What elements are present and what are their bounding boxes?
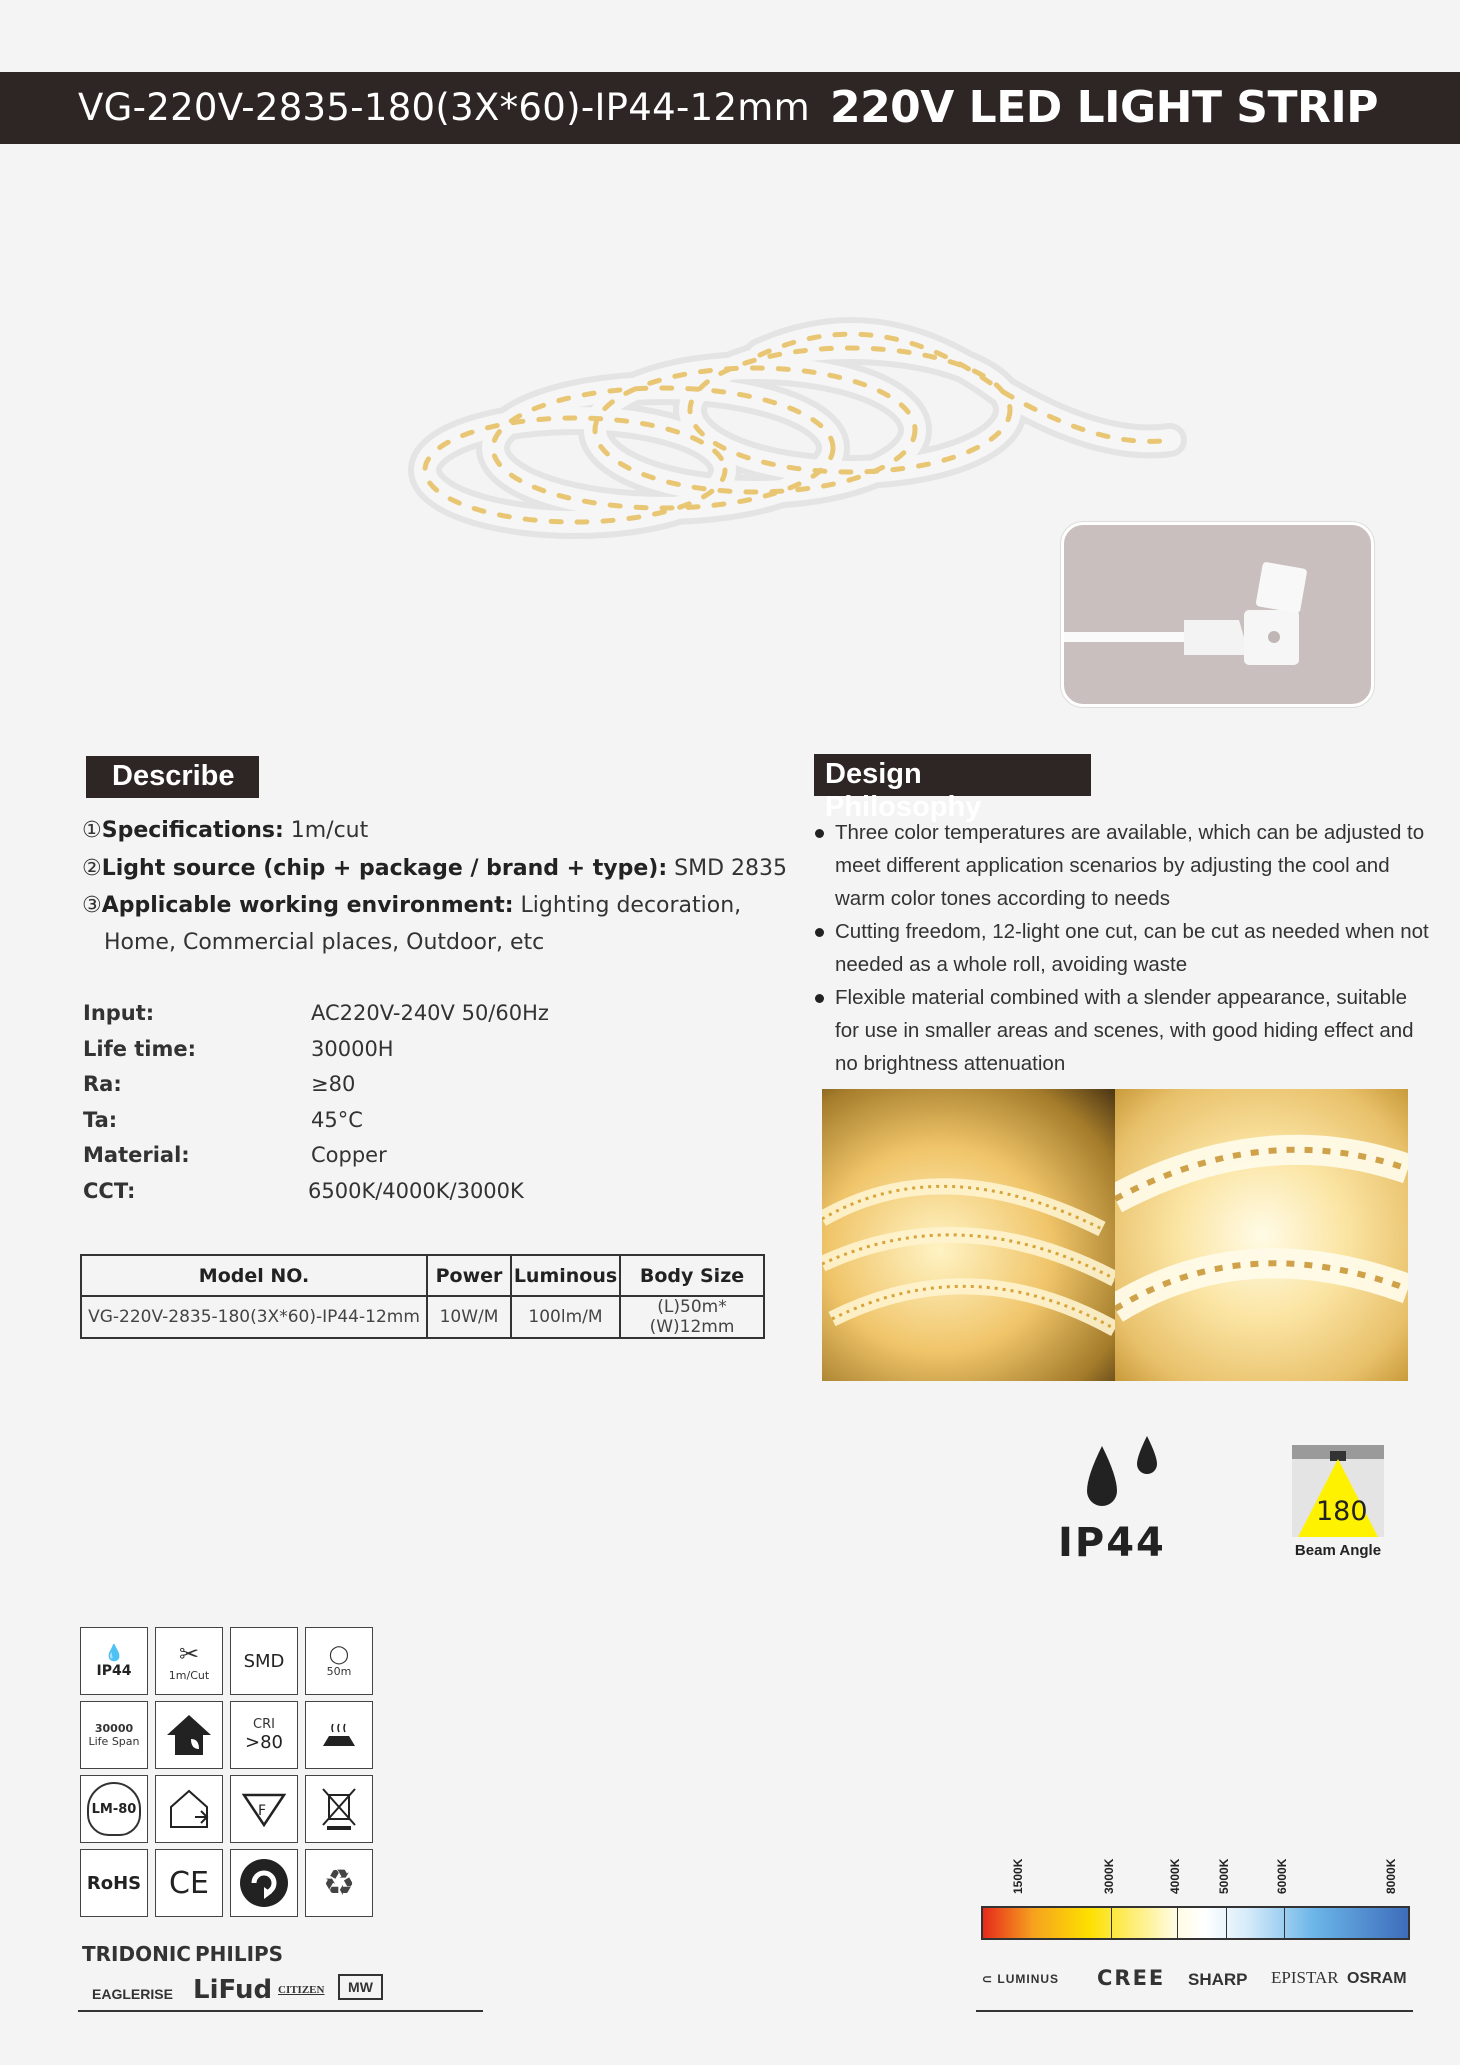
weee-bin-icon [305, 1775, 373, 1843]
ip44-label: IP44 [1058, 1520, 1166, 1566]
product-title: 220V LED LIGHT STRIP [829, 82, 1378, 133]
brand-tridonic: TRIDONIC [82, 1942, 191, 1966]
brand-luminus: ⊂ LUMINUS [982, 1972, 1060, 1986]
list-item: Three color temperatures are available, which can be adjusted to meet different application scenarios by adjusting the cool and warm color tones according to needs [815, 816, 1435, 915]
brand-cree: CREE [1097, 1966, 1166, 1990]
product-photo-closeup [1115, 1089, 1408, 1381]
table-header-row [81, 1255, 764, 1296]
brand-meanwell: MW [338, 1974, 383, 2000]
cct-label: 5000K [1217, 1858, 1231, 1894]
describe-line-4: Home, Commercial places, Outdoor, etc [104, 930, 545, 955]
product-photo-warm [822, 1089, 1115, 1381]
ip44-icon: 💧 IP44 [80, 1627, 148, 1695]
brand-epistar: EPISTAR [1271, 1968, 1339, 1987]
life-span-icon: 30000 Life Span [80, 1701, 148, 1769]
cct-tick [1284, 1906, 1285, 1940]
cct-label: 3000K [1102, 1858, 1116, 1894]
describe-line-3: ③Applicable working environment: Lighting decoration, [82, 893, 742, 918]
cct-tick [1111, 1906, 1112, 1940]
ce-icon: CE [155, 1849, 223, 1917]
list-item: Flexible material combined with a slender appearance, suitable for use in smaller areas and scenes, with good hiding effect and no brightness attenuation [815, 981, 1435, 1080]
model-title: VG-220V-2835-180(3X*60)-IP44-12mm [78, 86, 810, 129]
list-item: Cutting freedom, 12-light one cut, can be cut as needed when not needed as a whole roll, avoiding waste [815, 915, 1435, 981]
brand-lifud: LiFud [193, 1975, 273, 2005]
left-divider [78, 2010, 483, 2012]
scissors-icon: ✂ 1m/Cut [155, 1627, 223, 1695]
brand-sharp: SHARP [1188, 1970, 1248, 1989]
design-philosophy-heading: Design Philosophy [814, 754, 1091, 796]
cct-label: 6000K [1275, 1858, 1289, 1894]
brand-osram: OSRAM [1347, 1970, 1407, 1987]
describe-line-1: ①Specifications: 1m/cut [82, 818, 369, 843]
cct-label: 4000K [1168, 1858, 1182, 1894]
table-header: Model NO. [81, 1255, 427, 1296]
f-mark-icon [230, 1775, 298, 1843]
heat-icon [305, 1701, 373, 1769]
cct-tick [1177, 1906, 1178, 1940]
reel-icon: ◯ 50m [305, 1627, 373, 1695]
smd-icon: SMD [230, 1627, 298, 1695]
beam-angle-label: Beam Angle [1294, 1542, 1382, 1559]
table-cell: (L)50m*(W)12mm [620, 1296, 764, 1338]
table-cell: 10W/M [427, 1296, 511, 1338]
cct-gradient-bar [981, 1906, 1410, 1940]
table-cell: 100lm/M [511, 1296, 620, 1338]
describe-line-2: ②Light source (chip + package / brand + type): SMD 2835 [82, 856, 788, 881]
right-divider [976, 2010, 1413, 2012]
indoor-outdoor-icon [155, 1775, 223, 1843]
svg-text:F: F [258, 1803, 267, 1819]
recycle-icon: ♻ [305, 1849, 373, 1917]
cri-icon: CRI >80 [230, 1701, 298, 1769]
table-header: Power [427, 1255, 511, 1296]
lm80-icon: LM-80 [80, 1775, 148, 1843]
cct-label: 1500K [1011, 1858, 1025, 1894]
cct-tick [1226, 1906, 1227, 1940]
recycle-circle-icon [230, 1849, 298, 1917]
table-header: Luminous [511, 1255, 620, 1296]
brand-citizen: CITIZEN [278, 1984, 325, 1996]
table-header: Body Size [620, 1255, 764, 1296]
spec-table [80, 1254, 765, 1339]
home-icon [155, 1701, 223, 1769]
design-bullets [815, 816, 1435, 1080]
describe-heading: Describe [86, 756, 259, 798]
table-cell: VG-220V-2835-180(3X*60)-IP44-12mm [81, 1296, 427, 1338]
beam-angle-value: 180 [1316, 1496, 1368, 1527]
table-row [81, 1296, 764, 1338]
brand-philips: PHILIPS [195, 1942, 284, 1966]
rohs-icon: RoHS [80, 1849, 148, 1917]
brand-eaglerise: EAGLERISE [92, 1986, 173, 2002]
connector-inset-image [1061, 522, 1374, 707]
cct-label: 8000K [1384, 1858, 1398, 1894]
